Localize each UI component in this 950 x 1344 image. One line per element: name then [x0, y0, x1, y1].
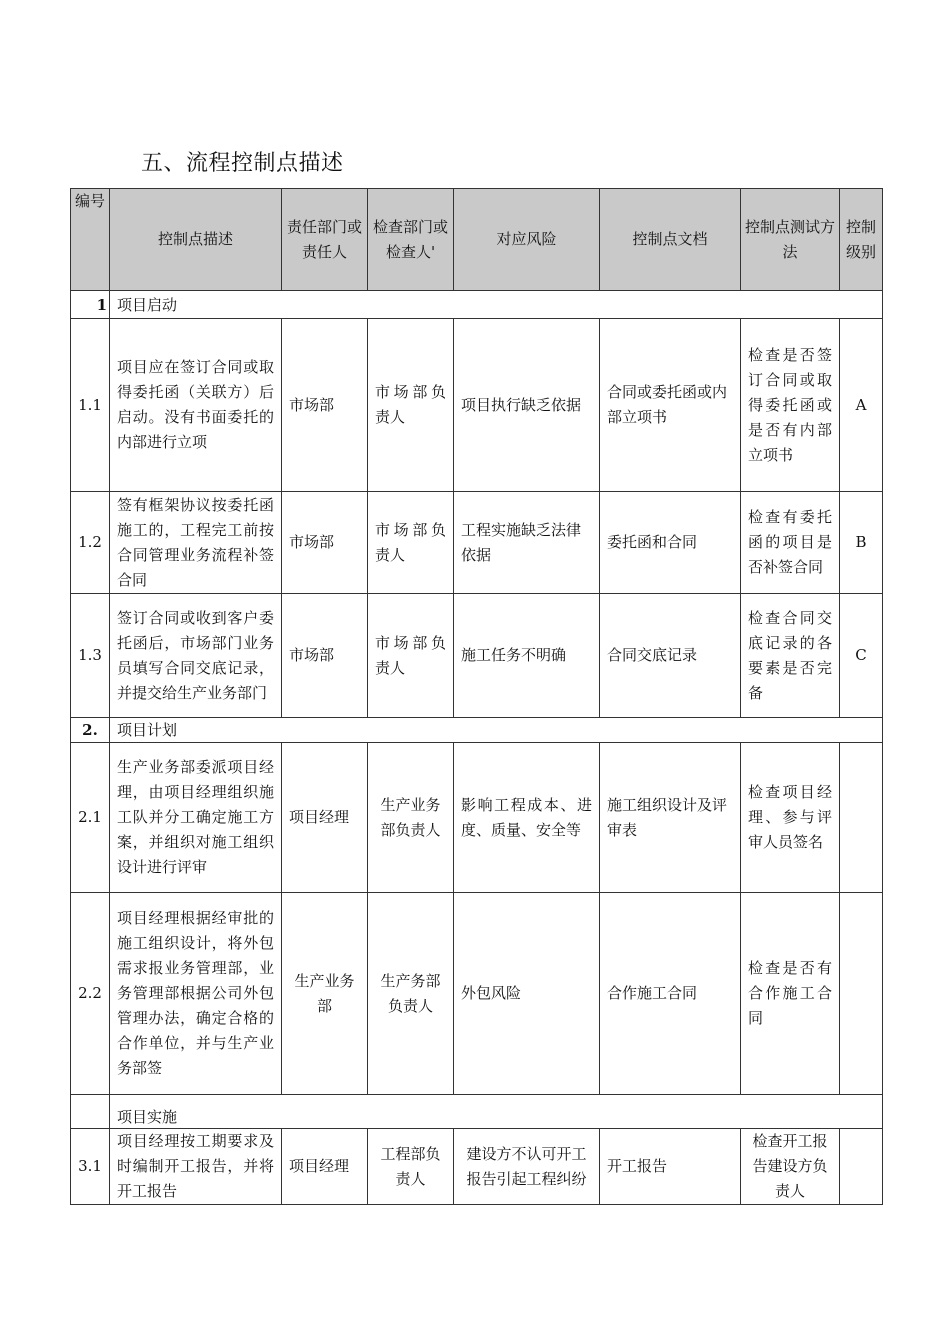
- row-document: 合同或委托函或内部立项书: [600, 319, 741, 492]
- row-level: [840, 1129, 883, 1205]
- row-description: 签订合同或收到客户委托函后，市场部门业务员填写合同交底记录，并提交给生产业务部门: [110, 594, 282, 718]
- header-description: 控制点描述: [110, 189, 282, 291]
- row-document: 开工报告: [600, 1129, 741, 1205]
- row-description: 项目应在签订合同或取得委托函（关联方）后启动。没有书面委托的内部进行立项: [110, 319, 282, 492]
- row-level: B: [840, 492, 883, 594]
- row-level: [840, 893, 883, 1095]
- row-test-method: 检查开工报告建设方负责人: [741, 1129, 840, 1205]
- row-responsible: 项目经理: [282, 743, 368, 893]
- header-number: 编号: [71, 189, 110, 291]
- row-checker: 生产业务部负责人: [368, 743, 454, 893]
- section-row: [71, 291, 883, 319]
- row-number: 1.3: [71, 594, 110, 718]
- row-number: 3.1: [71, 1129, 110, 1205]
- row-responsible: 市场部: [282, 492, 368, 594]
- row-test-method: 检查是否有合作施工合同: [741, 893, 840, 1095]
- table-row: [71, 492, 883, 594]
- row-document: 合作施工合同: [600, 893, 741, 1095]
- row-number: 2.1: [71, 743, 110, 893]
- header-checker: 检查部门或检查人': [368, 189, 454, 291]
- table-header-row: [71, 189, 883, 291]
- row-number: 1.1: [71, 319, 110, 492]
- section-number: 1: [71, 291, 110, 319]
- section-label: 项目计划: [110, 718, 883, 743]
- section-label: 项目启动: [110, 291, 883, 319]
- row-level: [840, 743, 883, 893]
- table-row: [71, 319, 883, 492]
- table-row: [71, 893, 883, 1095]
- row-checker: 市场部负责人: [368, 594, 454, 718]
- section-title: 五、流程控制点描述: [141, 151, 344, 176]
- table-row: [71, 594, 883, 718]
- row-description: 生产业务部委派项目经理，由项目经理组织施工队并分工确定施工方案，并组织对施工组织设计进行评审: [110, 743, 282, 893]
- row-level: A: [840, 319, 883, 492]
- control-point-table: [70, 188, 883, 1205]
- header-risk: 对应风险: [454, 189, 600, 291]
- table-row: [71, 743, 883, 893]
- row-description: 项目经理根据经审批的施工组织设计，将外包需求报业务管理部，业务管理部根据公司外包管理办法，确定合格的合作单位，并与生产业务部签: [110, 893, 282, 1095]
- row-checker: 工程部负责人: [368, 1129, 454, 1205]
- row-responsible: 市场部: [282, 594, 368, 718]
- section-number: [71, 1095, 110, 1129]
- table-row: [71, 1129, 883, 1205]
- row-risk: 建设方不认可开工报告引起工程纠纷: [454, 1129, 600, 1205]
- header-level: 控制级别: [840, 189, 883, 291]
- section-number: 2.: [71, 718, 110, 743]
- row-test-method: 检查项目经理、参与评审人员签名: [741, 743, 840, 893]
- row-responsible: 项目经理: [282, 1129, 368, 1205]
- row-risk: 项目执行缺乏依据: [454, 319, 600, 492]
- row-description: 项目经理按工期要求及时编制开工报告，并将开工报告: [110, 1129, 282, 1205]
- row-number: 1.2: [71, 492, 110, 594]
- section-label: 项目实施: [110, 1095, 883, 1129]
- section-row: [71, 718, 883, 743]
- row-risk: 工程实施缺乏法律依据: [454, 492, 600, 594]
- header-document: 控制点文档: [600, 189, 741, 291]
- row-number: 2.2: [71, 893, 110, 1095]
- section-row: [71, 1095, 883, 1129]
- row-document: 合同交底记录: [600, 594, 741, 718]
- header-responsible: 责任部门或责任人: [282, 189, 368, 291]
- row-risk: 外包风险: [454, 893, 600, 1095]
- row-test-method: 检查合同交底记录的各要素是否完备: [741, 594, 840, 718]
- row-level: C: [840, 594, 883, 718]
- row-document: 委托函和合同: [600, 492, 741, 594]
- row-test-method: 检查是否签订合同或取得委托函或是否有内部立项书: [741, 319, 840, 492]
- row-risk: 施工任务不明确: [454, 594, 600, 718]
- row-responsible: 市场部: [282, 319, 368, 492]
- row-checker: 市场部负责人: [368, 319, 454, 492]
- row-checker: 市场部负责人: [368, 492, 454, 594]
- row-risk: 影响工程成本、进度、质量、安全等: [454, 743, 600, 893]
- row-test-method: 检查有委托函的项目是否补签合同: [741, 492, 840, 594]
- row-description: 签有框架协议按委托函施工的，工程完工前按合同管理业务流程补签合同: [110, 492, 282, 594]
- row-document: 施工组织设计及评审表: [600, 743, 741, 893]
- header-test-method: 控制点测试方法: [741, 189, 840, 291]
- row-responsible: 生产业务部: [282, 893, 368, 1095]
- row-checker: 生产务部负责人: [368, 893, 454, 1095]
